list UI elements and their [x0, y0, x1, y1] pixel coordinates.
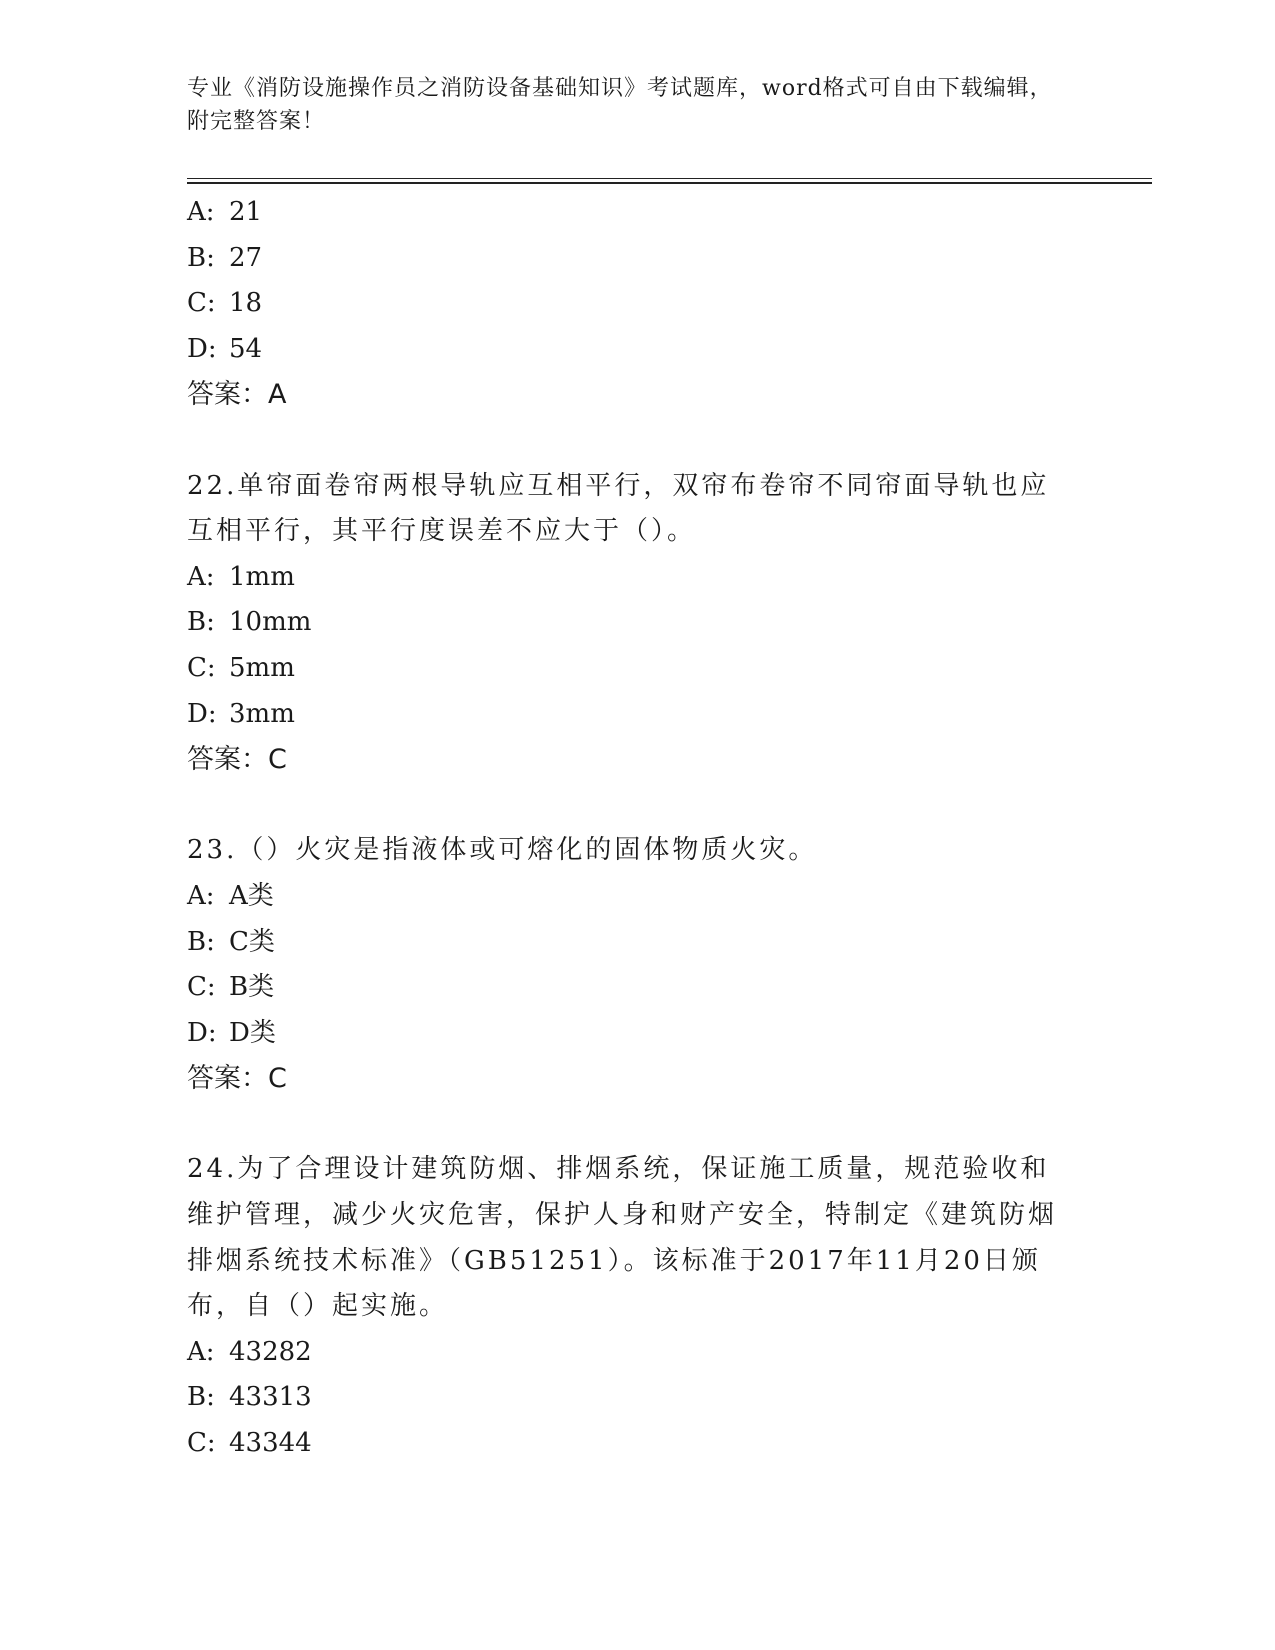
answer-line: 答案：C [187, 1063, 287, 1095]
page-header: 专业《消防设施操作员之消防设备基础知识》考试题库，word格式可自由下载编辑，附完整答案！ [187, 76, 1053, 134]
header-rule-thick [187, 182, 1152, 184]
spacer [187, 783, 1087, 829]
option-item [187, 555, 1087, 601]
spacer [187, 418, 1087, 464]
option-item [187, 1375, 1087, 1421]
option-text: A类 [229, 880, 274, 911]
option-item [187, 965, 1087, 1011]
question-text: 24.为了合理设计建筑防烟、排烟系统，保证施工质量，规范验收和维护管理，减少火灾危害，保护人身和财产安全，特制定《建筑防烟排烟系统技术标准》（GB51251）。该标准于2017年11月20日颁布，自（）起实施。 [187, 1154, 1058, 1322]
option-item [187, 1330, 1087, 1376]
option-item [187, 600, 1087, 646]
option-item [187, 692, 1087, 738]
option-text: 21 [229, 197, 263, 227]
header-rule-thin [187, 178, 1152, 179]
option-label: B: [187, 1382, 215, 1413]
option-item [187, 1011, 1087, 1057]
option-text: 5mm [229, 652, 295, 683]
option-item [187, 920, 1087, 966]
option-text: 10mm [229, 607, 312, 638]
option-label: C: [187, 288, 216, 319]
option-text: D类 [229, 1017, 276, 1048]
question-text: 23.（）火灾是指液体或可熔化的固体物质火灾。 [187, 835, 818, 866]
option-label: A: [187, 561, 215, 592]
option-label: A: [187, 880, 215, 911]
option-text: 27 [229, 242, 263, 273]
option-label: C: [187, 972, 216, 1003]
option-label: C: [187, 1428, 216, 1459]
option-text: C类 [229, 926, 275, 957]
option-item [187, 874, 1087, 920]
option-item [187, 190, 1087, 236]
option-label: D: [187, 1017, 217, 1048]
spacer [187, 1102, 1087, 1148]
option-label: A: [187, 197, 215, 227]
option-label: D: [187, 698, 217, 729]
option-text: 43282 [229, 1336, 312, 1367]
option-label: D: [187, 333, 217, 364]
option-text: 1mm [229, 561, 295, 592]
option-item [187, 327, 1087, 373]
answer-line: 答案：C [187, 744, 287, 776]
option-label: A: [187, 1336, 215, 1367]
option-item [187, 646, 1087, 692]
option-item [187, 1421, 1087, 1467]
option-text: 43344 [229, 1428, 312, 1459]
option-text: 3mm [229, 698, 295, 729]
option-label: B: [187, 242, 215, 273]
option-text: 54 [229, 333, 263, 364]
option-label: B: [187, 926, 215, 957]
option-text: B类 [229, 972, 275, 1003]
option-item [187, 236, 1087, 282]
option-text: 18 [229, 288, 263, 319]
question-list [187, 190, 1087, 1467]
answer-line: 答案：A [187, 379, 287, 411]
option-item [187, 281, 1087, 327]
option-text: 43313 [229, 1382, 312, 1413]
option-label: C: [187, 652, 216, 683]
question-text: 22.单帘面卷帘两根导轨应互相平行，双帘布卷帘不同帘面导轨也应互相平行，其平行度误差不应大于（）。 [187, 470, 1050, 547]
option-label: B: [187, 607, 215, 638]
